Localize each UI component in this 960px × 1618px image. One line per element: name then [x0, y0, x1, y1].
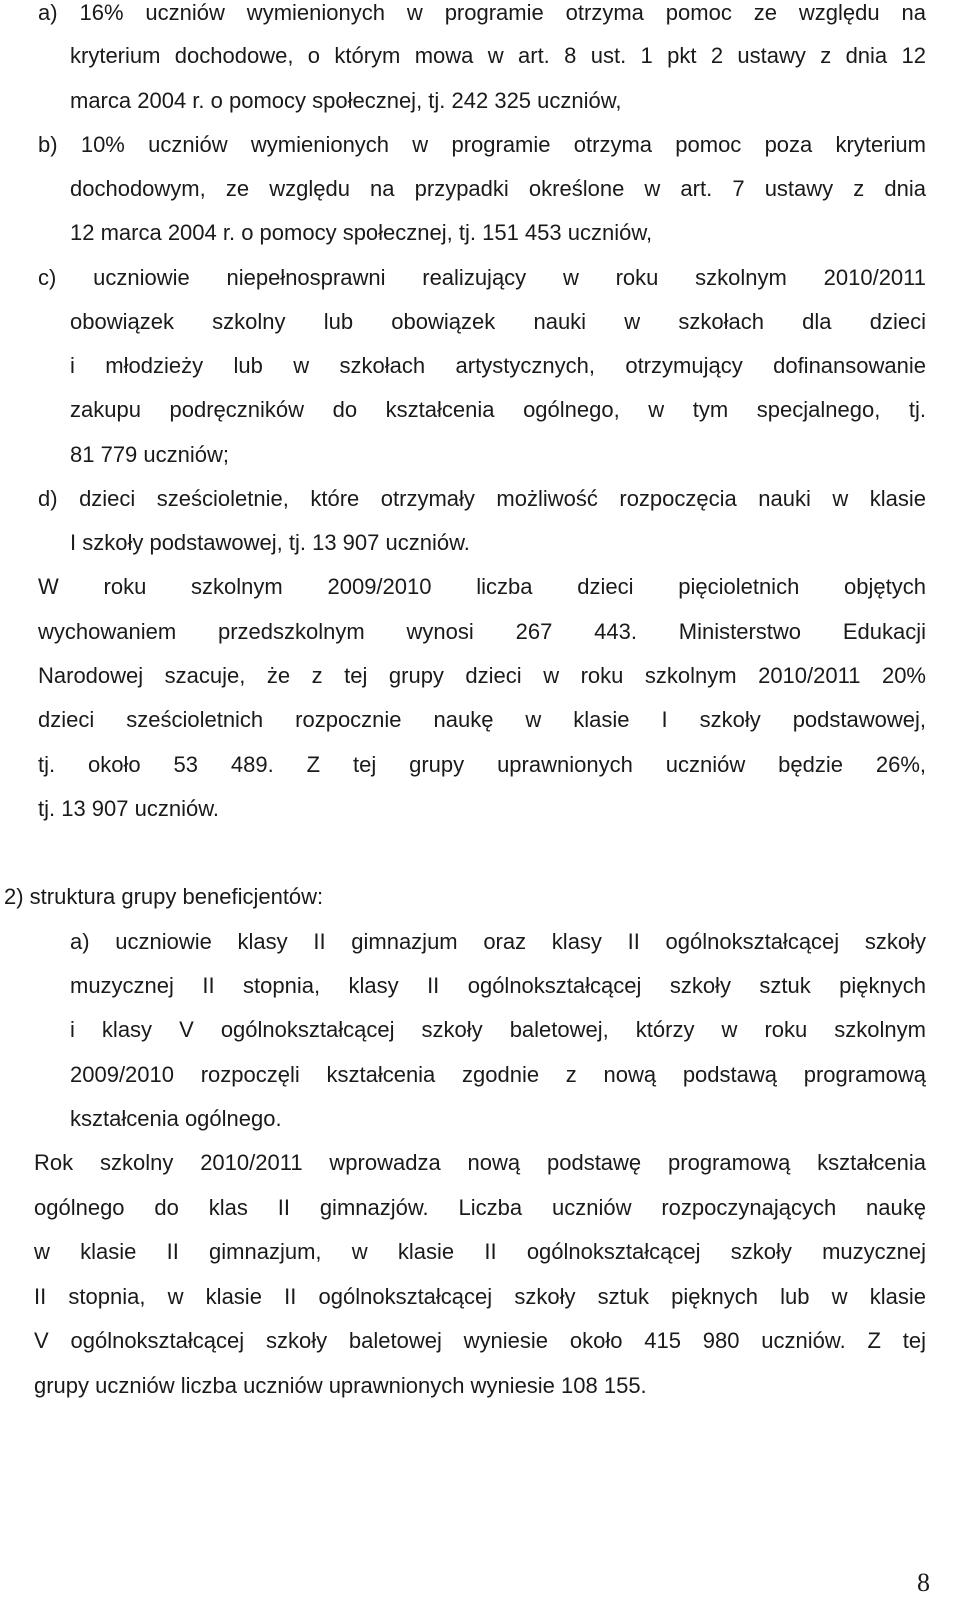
- text-line: w klasie II gimnazjum, w klasie II ogólnokształcącej szkoły muzycznej: [34, 1239, 926, 1264]
- text-line: zakupu podręczników do kształcenia ogólnego, w tym specjalnego, tj.: [70, 397, 926, 422]
- text-line: Narodowej szacuje, że z tej grupy dzieci w roku szkolnym 2010/2011 20%: [38, 663, 926, 688]
- text-line: 81 779 uczniów;: [70, 442, 229, 467]
- text-line: W roku szkolnym 2009/2010 liczba dzieci pięcioletnich objętych: [38, 574, 926, 599]
- text-line: tj. około 53 489. Z tej grupy uprawnionych uczniów będzie 26%,: [38, 752, 926, 777]
- section-heading: 2) struktura grupy beneficjentów:: [4, 884, 324, 909]
- page-number: 8: [917, 1568, 930, 1597]
- text-line: wychowaniem przedszkolnym wynosi 267 443. Ministerstwo Edukacji: [38, 619, 926, 644]
- text-line: b) 10% uczniów wymienionych w programie otrzyma pomoc poza kryterium: [38, 132, 926, 157]
- text-line: d) dzieci sześcioletnie, które otrzymały możliwość rozpoczęcia nauki w klasie: [38, 486, 926, 511]
- text-line: I szkoły podstawowej, tj. 13 907 uczniów.: [70, 530, 470, 555]
- text-line: obowiązek szkolny lub obowiązek nauki w szkołach dla dzieci: [70, 309, 926, 334]
- text-line: tj. 13 907 uczniów.: [38, 796, 220, 821]
- text-line: 12 marca 2004 r. o pomocy społecznej, tj. 151 453 uczniów,: [70, 220, 653, 245]
- text-line: c) uczniowie niepełnosprawni realizujący w roku szkolnym 2010/2011: [38, 265, 926, 290]
- text-line: a) uczniowie klasy II gimnazjum oraz klasy II ogólnokształcącej szkoły: [70, 929, 926, 954]
- text-line: muzycznej II stopnia, klasy II ogólnokształcącej szkoły sztuk pięknych: [70, 973, 926, 998]
- text-line: V ogólnokształcącej szkoły baletowej wyniesie około 415 980 uczniów. Z tej: [34, 1328, 926, 1353]
- text-line: Rok szkolny 2010/2011 wprowadza nową podstawę programową kształcenia: [34, 1150, 926, 1175]
- text-line: II stopnia, w klasie II ogólnokształcącej szkoły sztuk pięknych lub w klasie: [34, 1284, 926, 1309]
- text-line: marca 2004 r. o pomocy społecznej, tj. 242 325 uczniów,: [70, 88, 622, 113]
- text-line: a) 16% uczniów wymienionych w programie otrzyma pomoc ze względu na: [38, 0, 926, 25]
- text-line: 2009/2010 rozpoczęli kształcenia zgodnie z nową podstawą programową: [70, 1062, 926, 1087]
- text-line: i klasy V ogólnokształcącej szkoły baletowej, którzy w roku szkolnym: [70, 1017, 926, 1042]
- text-line: kształcenia ogólnego.: [70, 1106, 282, 1131]
- text-line: dochodowym, ze względu na przypadki określone w art. 7 ustawy z dnia: [70, 176, 926, 201]
- text-line: grupy uczniów liczba uczniów uprawnionych wyniesie 108 155.: [34, 1373, 647, 1398]
- text-line: i młodzieży lub w szkołach artystycznych, otrzymujący dofinansowanie: [70, 353, 926, 378]
- text-line: ogólnego do klas II gimnazjów. Liczba uczniów rozpoczynających naukę: [34, 1195, 926, 1220]
- text-line: kryterium dochodowe, o którym mowa w art. 8 ust. 1 pkt 2 ustawy z dnia 12: [70, 43, 926, 68]
- text-line: dzieci sześcioletnich rozpocznie naukę w klasie I szkoły podstawowej,: [38, 707, 926, 732]
